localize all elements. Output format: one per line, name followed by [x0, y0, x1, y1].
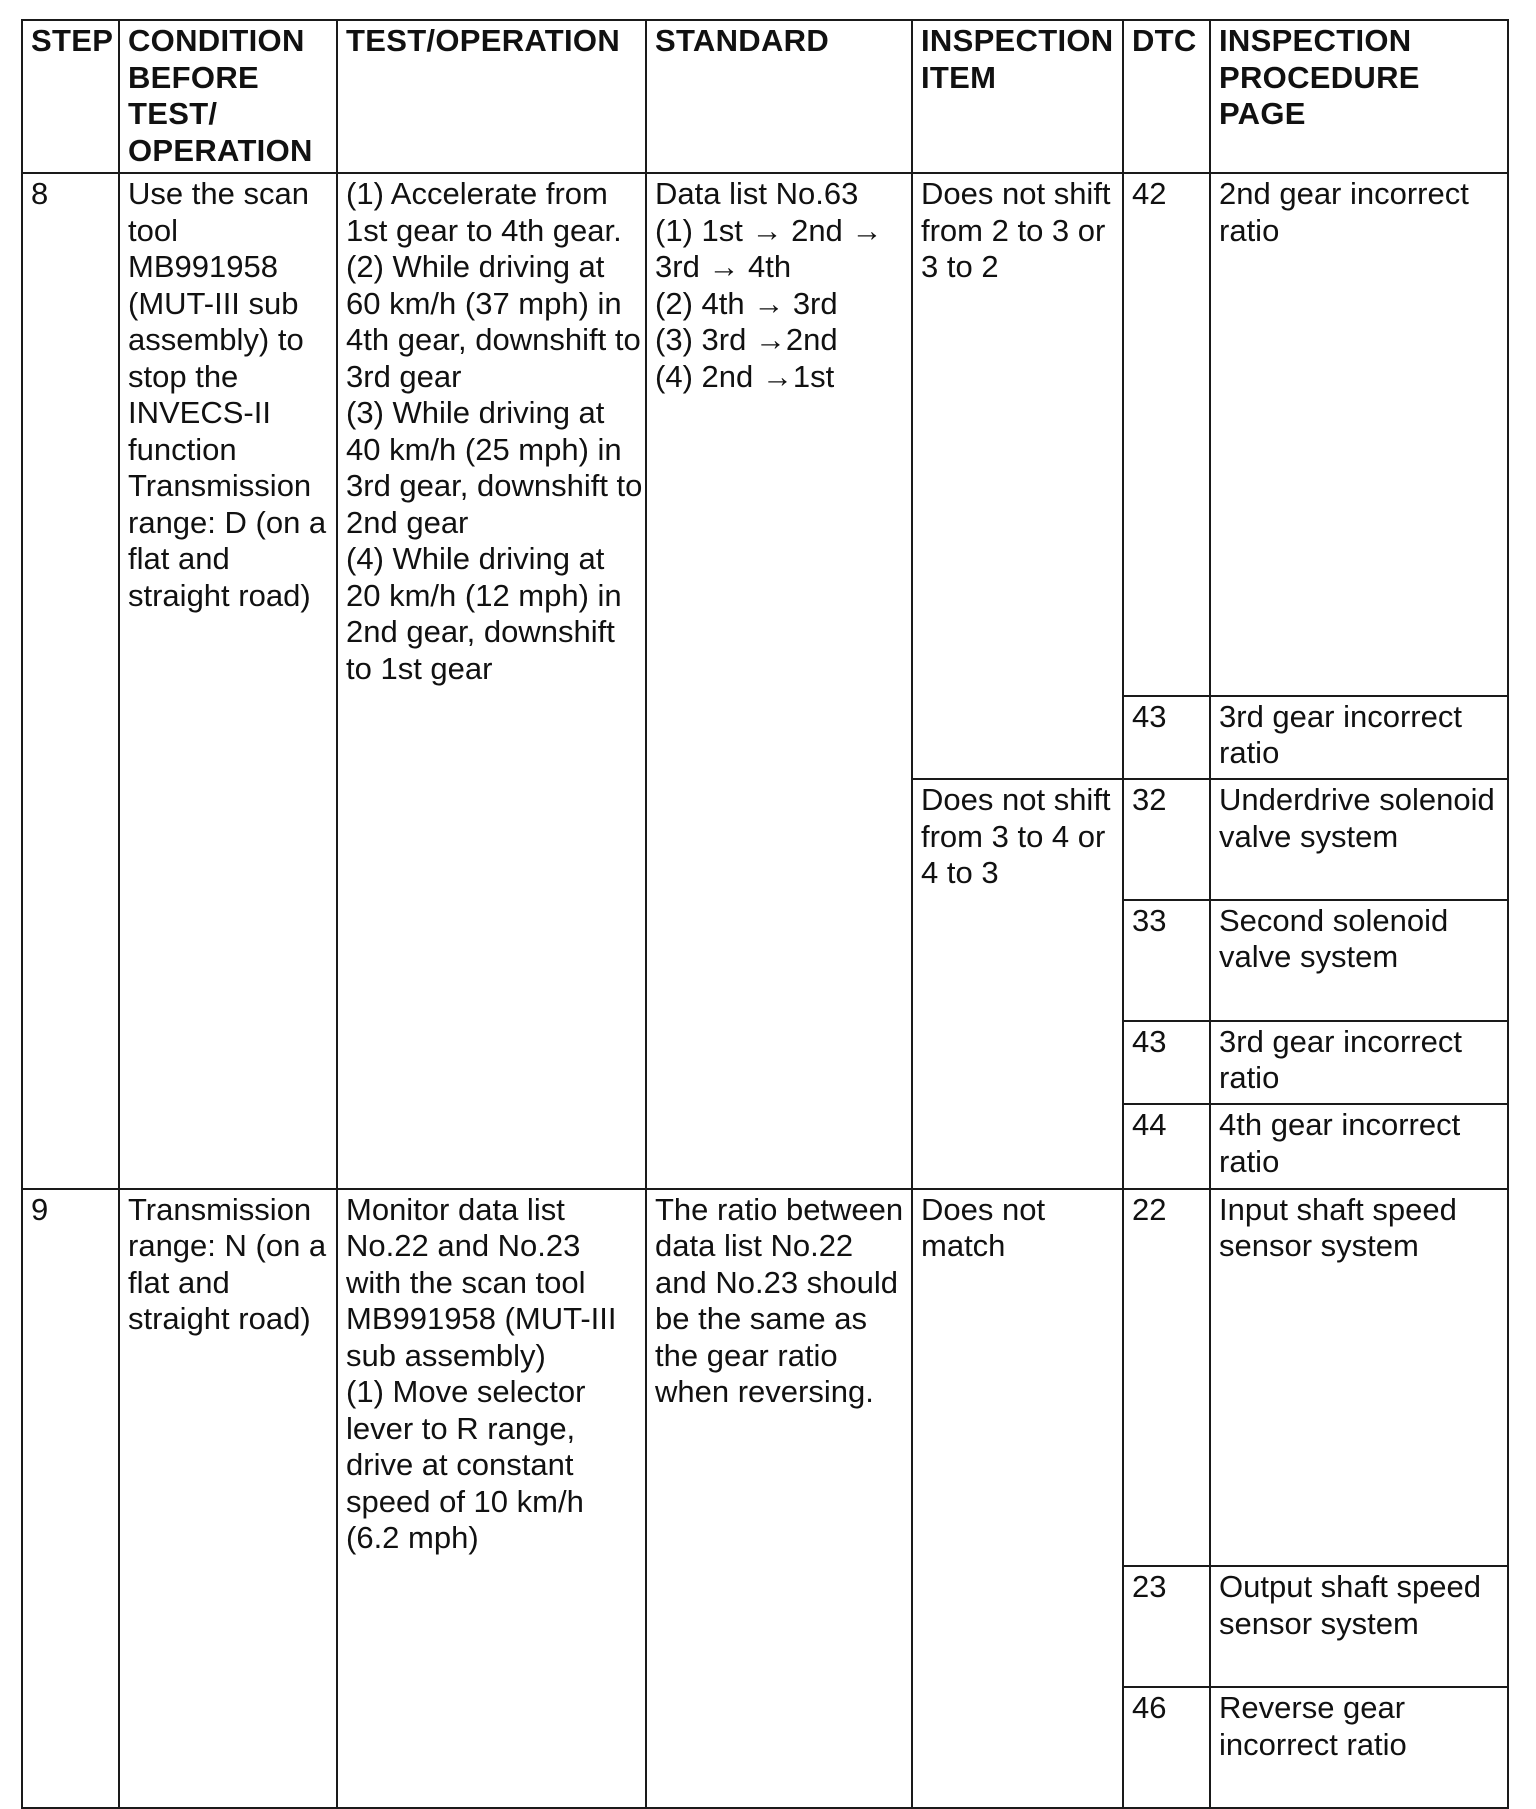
header-dtc: DTC	[1123, 20, 1210, 173]
procedure-page-cell: 3rd gear incorrect ratio	[1210, 1021, 1508, 1105]
inspection-table	[21, 19, 1509, 1809]
dtc-cell: 42	[1123, 173, 1210, 696]
dtc-cell: 33	[1123, 900, 1210, 1021]
header-step: STEP	[22, 20, 119, 173]
procedure-page-cell: 4th gear incorrect ratio	[1210, 1104, 1508, 1189]
dtc-cell: 23	[1123, 1566, 1210, 1687]
dtc-cell: 44	[1123, 1104, 1210, 1189]
header-row	[22, 20, 1508, 173]
procedure-page-cell: Second solenoid valve system	[1210, 900, 1508, 1021]
dtc-cell: 22	[1123, 1189, 1210, 1567]
standard-cell: The ratio between data list No.22 and No.23 should be the same as the gear ratio when reversing.	[646, 1189, 912, 1808]
header-procedure-page: INSPECTION PROCEDURE PAGE	[1210, 20, 1508, 173]
step-cell: 9	[22, 1189, 119, 1808]
test-operation-cell: Monitor data list No.22 and No.23 with the scan tool MB991958 (MUT-III sub assembly) (1) Move selector lever to R range, drive at constant speed of 10 km/h (6.2 mph)	[337, 1189, 646, 1808]
table-row	[22, 1189, 1508, 1567]
header-standard: STANDARD	[646, 20, 912, 173]
condition-cell: Transmission range: N (on a flat and straight road)	[119, 1189, 337, 1808]
condition-cell: Use the scan tool MB991958 (MUT-III sub assembly) to stop the INVECS-II function Transmission range: D (on a flat and straight road)	[119, 173, 337, 1189]
dtc-cell: 46	[1123, 1687, 1210, 1808]
table-row	[22, 173, 1508, 696]
dtc-cell: 43	[1123, 1021, 1210, 1105]
procedure-page-cell: Reverse gear incorrect ratio	[1210, 1687, 1508, 1808]
dtc-cell: 32	[1123, 779, 1210, 900]
header-inspection-item: INSPECTION ITEM	[912, 20, 1123, 173]
inspection-item-cell: Does not match	[912, 1189, 1123, 1808]
procedure-page-cell: Output shaft speed sensor system	[1210, 1566, 1508, 1687]
procedure-page-cell: Underdrive solenoid valve system	[1210, 779, 1508, 900]
header-test-operation: TEST/OPERATION	[337, 20, 646, 173]
step-cell: 8	[22, 173, 119, 1189]
header-condition: CONDITION BEFORE TEST/ OPERATION	[119, 20, 337, 173]
procedure-page-cell: 3rd gear incorrect ratio	[1210, 696, 1508, 780]
procedure-page-cell: 2nd gear incorrect ratio	[1210, 173, 1508, 696]
inspection-item-cell: Does not shift from 2 to 3 or 3 to 2	[912, 173, 1123, 779]
test-operation-cell: (1) Accelerate from 1st gear to 4th gear. (2) While driving at 60 km/h (37 mph) in 4th gear, downshift to 3rd gear (3) While driving at 40 km/h (25 mph) in 3rd gear, downshift to 2nd gear (4) While driving at 20 km/h (12 mph) in 2nd gear, downshift to 1st gear	[337, 173, 646, 1189]
standard-cell: Data list No.63 (1) 1st → 2nd → 3rd → 4th (2) 4th → 3rd (3) 3rd →2nd (4) 2nd →1st	[646, 173, 912, 1189]
procedure-page-cell: Input shaft speed sensor system	[1210, 1189, 1508, 1567]
dtc-cell: 43	[1123, 696, 1210, 780]
inspection-item-cell: Does not shift from 3 to 4 or 4 to 3	[912, 779, 1123, 1189]
